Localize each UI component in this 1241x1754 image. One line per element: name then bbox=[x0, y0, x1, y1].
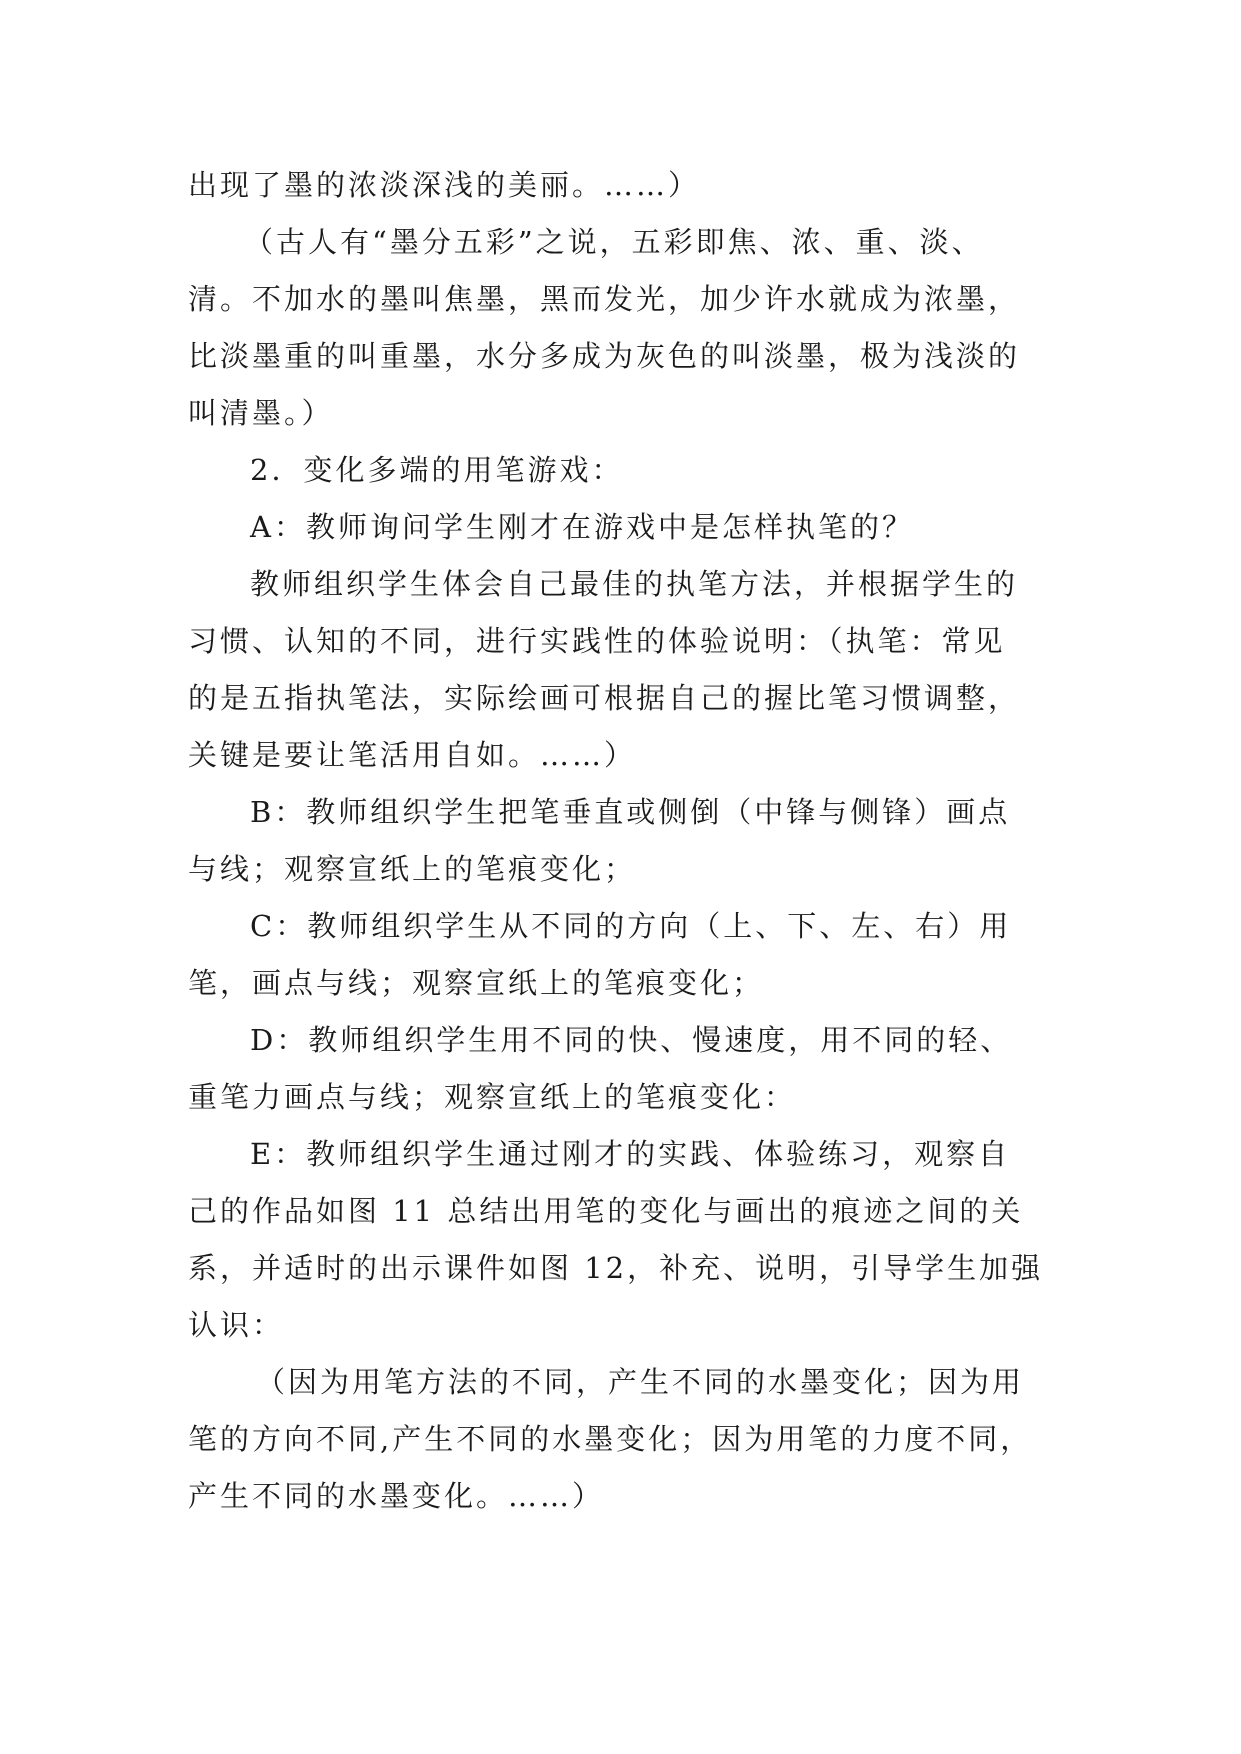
text-line-12: B：教师组织学生把笔垂直或侧倒（中锋与侧锋）画点 bbox=[250, 795, 1011, 829]
text-line-3: 清。不加水的墨叫焦墨，黑而发光，加少许水就成为浓墨， bbox=[188, 282, 1021, 316]
text-line-10: 的是五指执笔法，实际绘画可根据自己的握比笔习惯调整， bbox=[188, 681, 1021, 715]
text-line-18: E：教师组织学生通过刚才的实践、体验练习，观察自 bbox=[250, 1137, 1011, 1171]
text-line-21: 认识： bbox=[188, 1308, 285, 1342]
text-line-24: 产生不同的水墨变化。……） bbox=[188, 1479, 605, 1513]
text-line-5: 叫清墨。） bbox=[188, 396, 334, 430]
text-line-20: 系，并适时的出示课件如图 12，补充、说明，引导学生加强 bbox=[188, 1251, 1044, 1285]
text-line-2: （古人有“墨分五彩”之说，五彩即焦、浓、重、淡、 bbox=[244, 225, 984, 259]
text-line-14: C：教师组织学生从不同的方向（上、下、左、右）用 bbox=[250, 909, 1012, 943]
text-line-11: 关键是要让笔活用自如。……） bbox=[188, 738, 637, 772]
text-line-23: 笔的方向不同,产生不同的水墨变化；因为用笔的力度不同， bbox=[188, 1422, 1033, 1456]
text-line-7: A：教师询问学生刚才在游戏中是怎样执笔的？ bbox=[250, 510, 914, 544]
text-line-17: 重笔力画点与线；观察宣纸上的笔痕变化： bbox=[188, 1080, 797, 1114]
text-line-22: （因为用笔方法的不同，产生不同的水墨变化；因为用 bbox=[256, 1365, 1025, 1399]
text-line-6: 2．变化多端的用笔游戏： bbox=[250, 453, 624, 487]
text-line-8: 教师组织学生体会自己最佳的执笔方法，并根据学生的 bbox=[250, 567, 1019, 601]
text-line-9: 习惯、认知的不同，进行实践性的体验说明：（执笔：常见 bbox=[188, 624, 1006, 658]
text-line-16: D：教师组织学生用不同的快、慢速度，用不同的轻、 bbox=[250, 1023, 1013, 1057]
text-line-19: 己的作品如图 11 总结出用笔的变化与画出的痕迹之间的关 bbox=[188, 1194, 1024, 1228]
text-line-13: 与线；观察宣纸上的笔痕变化； bbox=[188, 852, 637, 886]
text-line-4: 比淡墨重的叫重墨，水分多成为灰色的叫淡墨，极为浅淡的 bbox=[188, 339, 1021, 373]
text-line-15: 笔，画点与线；观察宣纸上的笔痕变化； bbox=[188, 966, 765, 1000]
text-line-1: 出现了墨的浓淡深浅的美丽。……） bbox=[188, 168, 701, 202]
